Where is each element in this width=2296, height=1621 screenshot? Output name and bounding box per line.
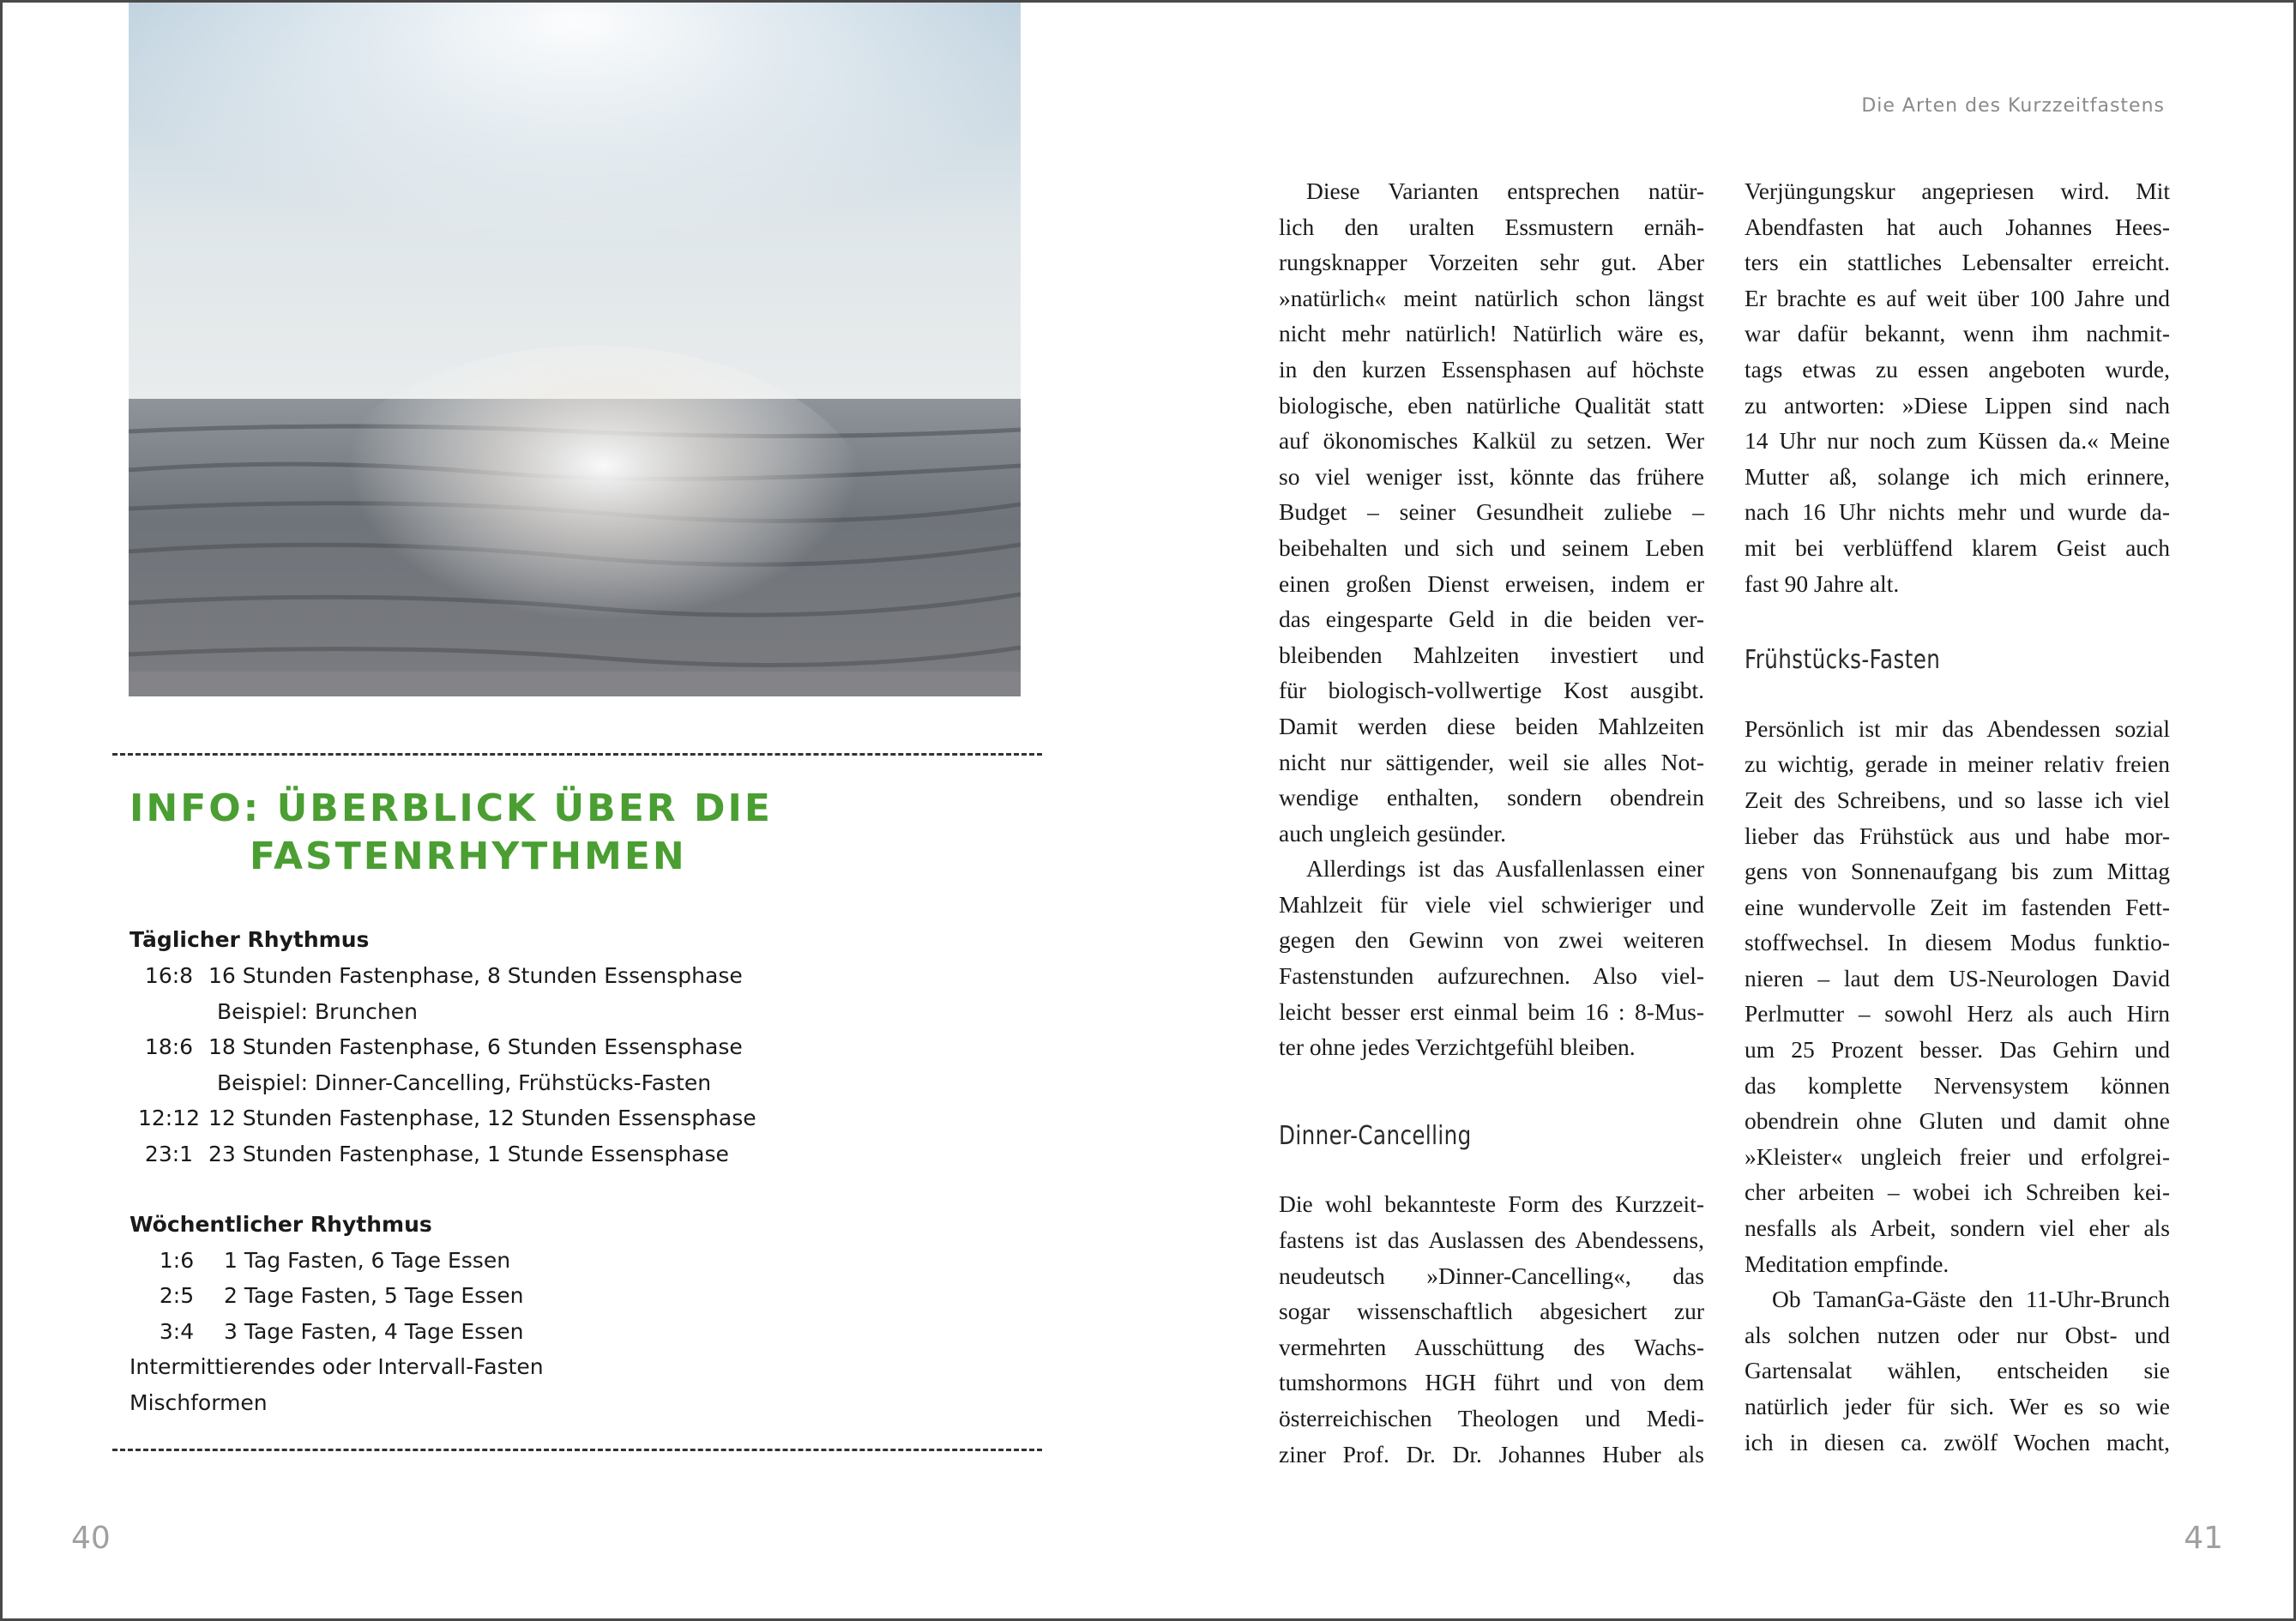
info-box: [130, 922, 987, 1421]
text-line: leicht besser erst einmal beim 16 : 8-Mus-: [1279, 997, 1704, 1025]
text-line: Allerdings ist das Ausfallenlassen einer: [1306, 855, 1704, 883]
rhythm-row: [130, 1243, 987, 1279]
text-line: lieber das Frühstück aus und habe mor-: [1745, 822, 2170, 849]
text-line: ter ohne jedes Verzichtgefühl bleiben.: [1279, 1033, 1636, 1061]
text-line: zu wichtig, gerade in meiner relativ freien: [1745, 750, 2170, 778]
text-line: Perlmutter – sowohl Herz als auch Hirn: [1745, 1000, 2170, 1027]
rhythm-description: 18 Stunden Fastenphase, 6 Stunden Essensphase: [208, 1034, 743, 1060]
text-line: so viel weniger isst, könnte das frühere: [1279, 462, 1704, 490]
text-line: fast 90 Jahre alt.: [1745, 569, 1900, 597]
text-line: Mutter aß, solange ich mich erinnere,: [1745, 462, 2170, 490]
text-line: Mahlzeit für viele viel schwieriger und: [1279, 890, 1704, 918]
text-line: ziner Prof. Dr. Dr. Johannes Huber als: [1279, 1440, 1704, 1467]
text-line: das eingesparte Geld in die beiden ver-: [1279, 606, 1704, 633]
text-line: nach 16 Uhr nichts mehr und wurde da-: [1745, 498, 2170, 526]
text-line: Budget – seiner Gesundheit zuliebe –: [1279, 498, 1704, 526]
text-line: auch ungleich gesünder.: [1279, 819, 1506, 847]
text-line: fastens ist das Auslassen des Abendessens,: [1279, 1226, 1704, 1254]
text-line: eine wundervolle Zeit im fastenden Fett-: [1745, 893, 2170, 920]
text-line: rungsknapper Vorzeiten sehr gut. Aber: [1279, 249, 1704, 276]
text-column-2: [1745, 173, 2170, 1460]
text-line: natürlich jeder für sich. Wer es so wie: [1745, 1393, 2170, 1419]
rhythm-description: 2 Tage Fasten, 5 Tage Essen: [224, 1283, 524, 1309]
info-title-line2: FASTENRHYTHMEN: [250, 835, 687, 878]
text-line: beibehalten und sich und seinem Leben: [1279, 533, 1704, 561]
running-head: Die Arten des Kurzzeitfastens: [1861, 95, 2165, 117]
paragraph: [1279, 1186, 1704, 1472]
text-line: obendrein ohne Gluten und damit ohne: [1745, 1107, 2170, 1135]
text-line: sogar wissenschaftlich abgesichert zur: [1279, 1298, 1704, 1325]
rhythm-description: 1 Tag Fasten, 6 Tage Essen: [224, 1247, 511, 1273]
text-line: Er brachte es auf weit über 100 Jahre und: [1745, 284, 2170, 311]
text-line: österreichischen Theologen und Medi-: [1279, 1405, 1704, 1431]
text-line: auf ökonomisches Kalkül zu setzen. Wer: [1279, 427, 1704, 455]
text-line: Die wohl bekannteste Form des Kurzzeit-: [1279, 1190, 1704, 1218]
text-line: Verjüngungskur angepriesen wird. Mit: [1745, 178, 2170, 204]
rhythm-example: Beispiel: Brunchen: [217, 998, 418, 1024]
text-line: vermehrten Ausschüttung des Wachs-: [1279, 1333, 1704, 1360]
text-line: nicht nur sättigender, weil sie alles Not-: [1279, 748, 1704, 775]
book-spread: [3, 3, 2293, 1618]
rhythm-ratio: 16:8: [144, 963, 194, 988]
paragraph: [1279, 173, 1704, 851]
rhythm-ratio: 2:5: [159, 1283, 195, 1309]
text-line: ters ein stattliches Lebensalter erreicht.: [1745, 249, 2170, 276]
text-line: nesfalls als Arbeit, sondern viel eher als: [1745, 1214, 2170, 1242]
intermittent-fasting-line: Intermittierendes oder Intervall-Fasten: [130, 1354, 544, 1380]
text-line: Diese Varianten entsprechen natür-: [1306, 178, 1704, 204]
section-heading-fruehstuecks-fasten: Frühstücks-Fasten: [1745, 645, 1941, 676]
text-line: um 25 Prozent besser. Das Gehirn und: [1745, 1036, 2170, 1064]
text-line: »Kleister« ungleich freier und erfolgrei-: [1745, 1142, 2170, 1170]
text-line: Zeit des Schreibens, und so lasse ich viel: [1745, 786, 2170, 813]
rhythm-description: 23 Stunden Fastenphase, 1 Stunde Essensphase: [208, 1141, 729, 1166]
text-line: Damit werden diese beiden Mahlzeiten: [1279, 712, 1704, 739]
mixed-forms-line: Mischformen: [130, 1389, 268, 1415]
paragraph: [1745, 1281, 2170, 1460]
rhythm-description: 16 Stunden Fastenphase, 8 Stunden Essensphase: [208, 963, 743, 988]
text-line: lich den uralten Essmustern ernäh-: [1279, 213, 1704, 240]
text-line: einen großen Dienst erweisen, indem er: [1279, 569, 1704, 597]
text-line: zu antworten: »Diese Lippen sind nach: [1745, 391, 2170, 419]
weekly-rhythm-heading: Wöchentlicher Rhythmus: [130, 1211, 432, 1237]
text-line: tags etwas zu essen angeboten wurde,: [1745, 355, 2170, 383]
text-line: Abendfasten hat auch Johannes Hees-: [1745, 213, 2170, 240]
text-line: wendige enthalten, sondern obendrein: [1279, 784, 1704, 811]
text-line: gens von Sonnenaufgang bis zum Mittag: [1745, 858, 2170, 885]
rhythm-description: 12 Stunden Fastenphase, 12 Stunden Essensphase: [208, 1106, 756, 1131]
text-line: Persönlich ist mir das Abendessen sozial: [1745, 714, 2170, 742]
page-number: 40: [71, 1521, 111, 1556]
text-line: Gartensalat wählen, entscheiden sie: [1745, 1357, 2170, 1384]
rhythm-row: [130, 1029, 987, 1065]
daily-rhythm-heading: Täglicher Rhythmus: [130, 927, 370, 952]
text-line: als solchen nutzen oder nur Obst- und: [1745, 1321, 2170, 1348]
text-line: stoffwechsel. In diesem Modus funktio-: [1745, 929, 2170, 956]
text-line: »natürlich« meint natürlich schon längst: [1279, 284, 1704, 311]
rhythm-description: 3 Tage Fasten, 4 Tage Essen: [224, 1318, 524, 1344]
text-line: Meditation empfinde.: [1745, 1250, 1949, 1277]
rhythm-example: Beispiel: Dinner-Cancelling, Frühstücks-Fasten: [217, 1070, 712, 1095]
rhythm-ratio: 3:4: [159, 1318, 195, 1344]
text-line: ich in diesen ca. zwölf Wochen macht,: [1745, 1428, 2170, 1455]
text-line: biologische, eben natürliche Qualität statt: [1279, 391, 1704, 419]
text-line: nieren – laut dem US-Neurologen David: [1745, 964, 2170, 991]
page-number: 41: [2184, 1521, 2223, 1556]
text-line: 14 Uhr nur noch zum Küssen da.« Meine: [1745, 427, 2170, 455]
rhythm-row: [130, 1100, 987, 1136]
text-line: für biologisch-vollwertige Kost ausgibt.: [1279, 677, 1704, 704]
rhythm-row: [130, 958, 987, 994]
rhythm-row: [130, 1314, 987, 1350]
rhythm-row: [130, 1136, 987, 1172]
text-line: bleibenden Mahlzeiten investiert und: [1279, 641, 1704, 668]
text-line: Ob TamanGa-Gäste den 11-Uhr-Brunch: [1772, 1286, 2170, 1313]
text-line: war dafür bekannt, wenn ihm nachmit-: [1745, 320, 2170, 347]
info-box-top-rule: [112, 753, 1042, 756]
paragraph: [1745, 711, 2170, 1282]
text-line: cher arbeiten – wobei ich Schreiben kei-: [1745, 1178, 2170, 1206]
rhythm-ratio: 18:6: [144, 1034, 194, 1060]
text-column-1: [1279, 173, 1704, 1472]
sea-photo: [129, 3, 1021, 696]
rhythm-ratio: 23:1: [144, 1141, 194, 1166]
info-box-bottom-rule: [112, 1449, 1042, 1451]
text-line: gegen den Gewinn von zwei weiteren: [1279, 926, 1704, 954]
text-line: neudeutsch »Dinner-Cancelling«, das: [1279, 1262, 1704, 1289]
rhythm-row: [130, 1278, 987, 1314]
text-line: tumshormons HGH führt und von dem: [1279, 1369, 1704, 1396]
paragraph: [1279, 851, 1704, 1065]
text-line: in den kurzen Essensphasen auf höchste: [1279, 355, 1704, 383]
rhythm-ratio: 12:12: [137, 1106, 201, 1131]
info-box-title: [130, 785, 987, 881]
text-line: das komplette Nervensystem können: [1745, 1071, 2170, 1099]
rhythm-ratio: 1:6: [159, 1247, 195, 1273]
text-line: mit bei verblüffend klarem Geist auch: [1745, 533, 2170, 561]
text-line: nicht mehr natürlich! Natürlich wäre es,: [1279, 320, 1704, 347]
left-page: [3, 3, 1148, 1618]
info-title-line1: INFO: ÜBERBLICK ÜBER DIE: [130, 786, 773, 830]
paragraph: [1745, 173, 2170, 601]
right-page: [1148, 3, 2293, 1618]
section-heading-dinner-cancelling: Dinner-Cancelling: [1279, 1120, 1472, 1151]
text-line: Fastenstunden aufzurechnen. Also viel-: [1279, 962, 1704, 990]
